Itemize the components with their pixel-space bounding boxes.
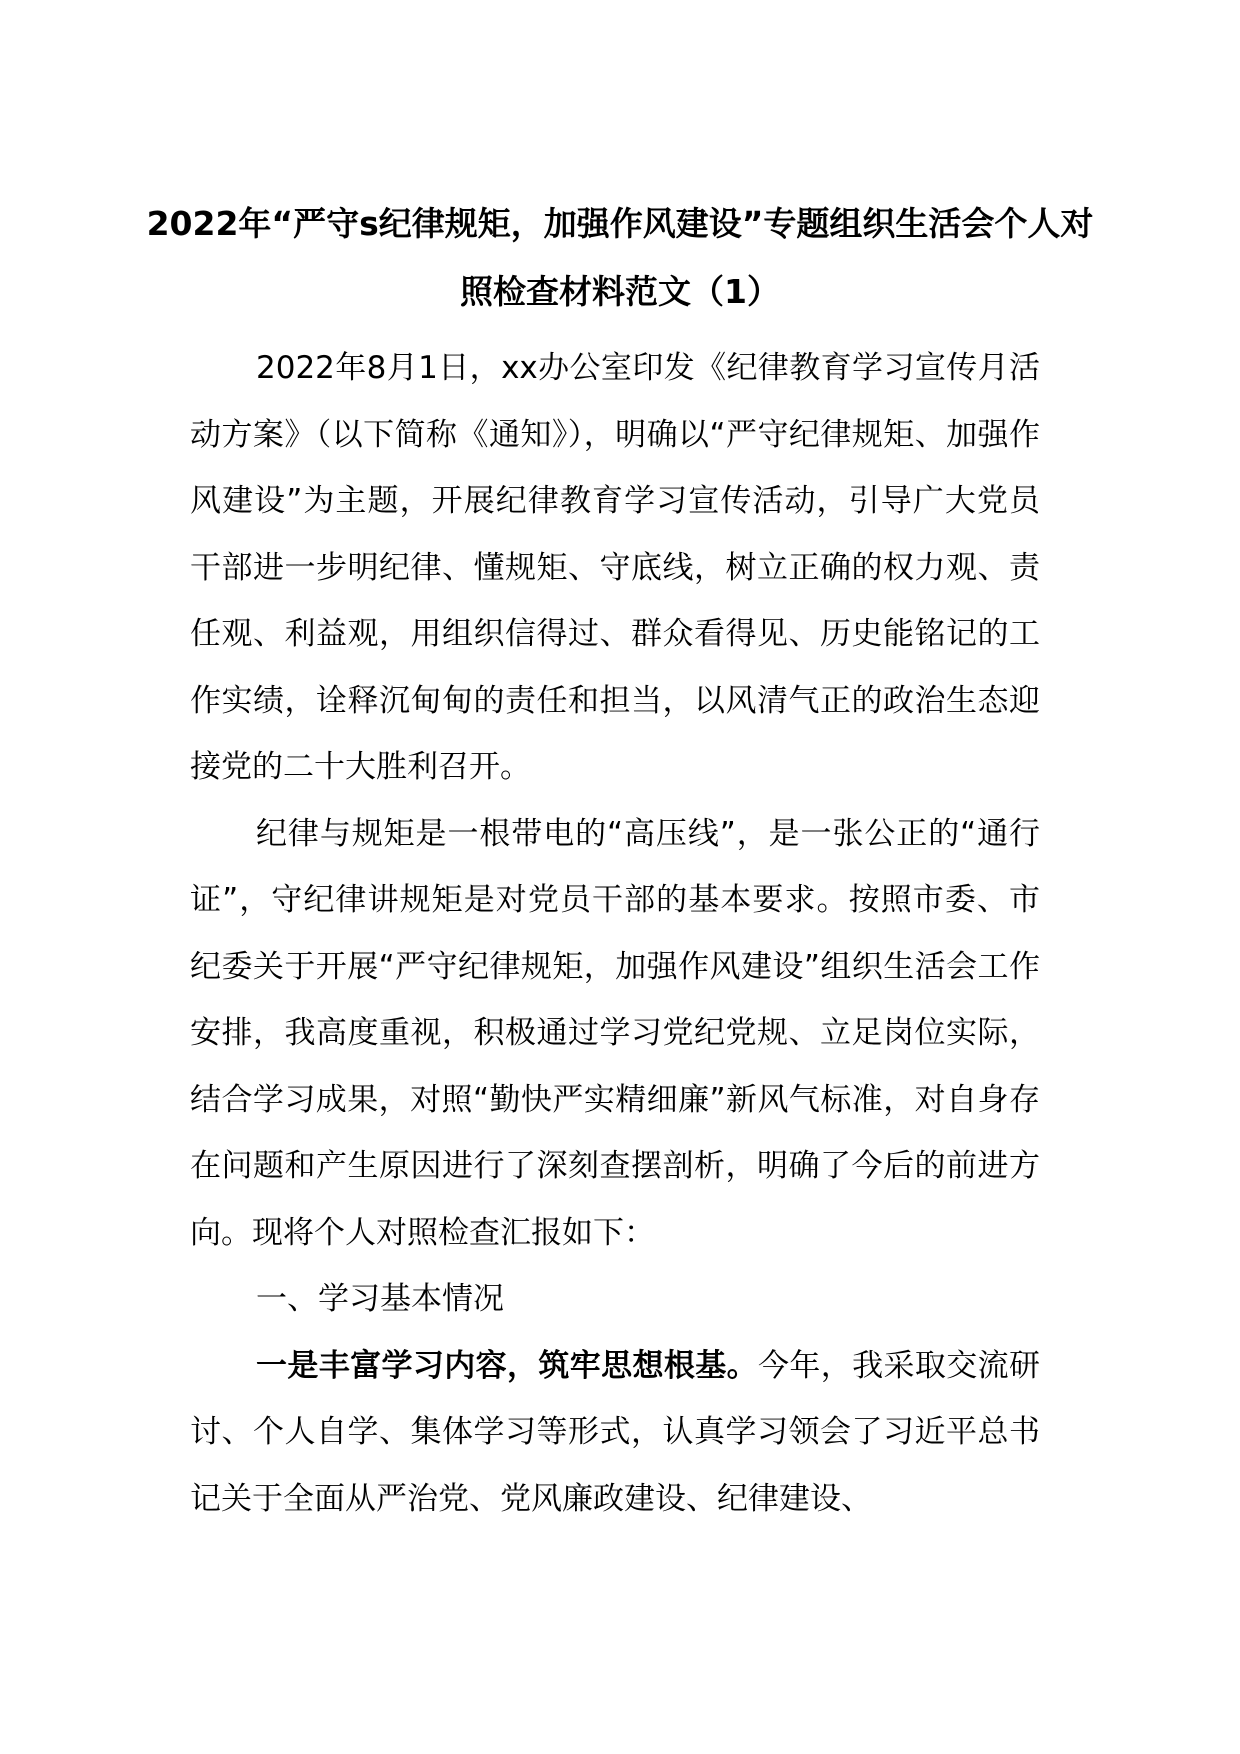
- section-heading-study: 一、学习基本情况: [256, 1281, 504, 1317]
- document-title: 2022年“严守s纪律规矩，加强作风建设”专题组织生活会个人对照检查材料范文（1）: [146, 204, 1094, 311]
- paragraph-lead-bold: 一是丰富学习内容，筑牢思想根基。: [256, 1347, 758, 1384]
- paragraph-study-text: 今年，我采取交流研讨、个人自学、集体学习等形式，认真学习领会了习近平总书记关于全面从严治党、党风廉政建设、纪律建设、: [190, 1347, 1040, 1517]
- document-body: [190, 335, 1040, 1532]
- paragraph-intro: 2022年8月1日，xx办公室印发《纪律教育学习宣传月活动方案》（以下简称《通知》），明确以“严守纪律规矩、加强作风建设”为主题，开展纪律教育学习宣传活动，引导广大党员干部进一步明纪律、懂规矩、守底线，树立正确的权力观、责任观、利益观，用组织信得过、群众看得见、历史能铭记的工作实绩，诠释沉甸甸的责任和担当，以风清气正的政治生态迎接党的二十大胜利召开。: [190, 350, 1040, 785]
- paragraph-study-content: [190, 1333, 1040, 1533]
- paragraph-discipline: 纪律与规矩是一根带电的“高压线”，是一张公正的“通行证”，守纪律讲规矩是对党员干部的基本要求。按照市委、市纪委关于开展“严守纪律规矩，加强作风建设”组织生活会工作安排，我高度重视，积极通过学习党纪党规、立足岗位实际，结合学习成果，对照“勤快严实精细廉”新风气标准，对自身存在问题和产生原因进行了深刻查摆剖析，明确了今后的前进方向。现将个人对照检查汇报如下：: [190, 815, 1040, 1251]
